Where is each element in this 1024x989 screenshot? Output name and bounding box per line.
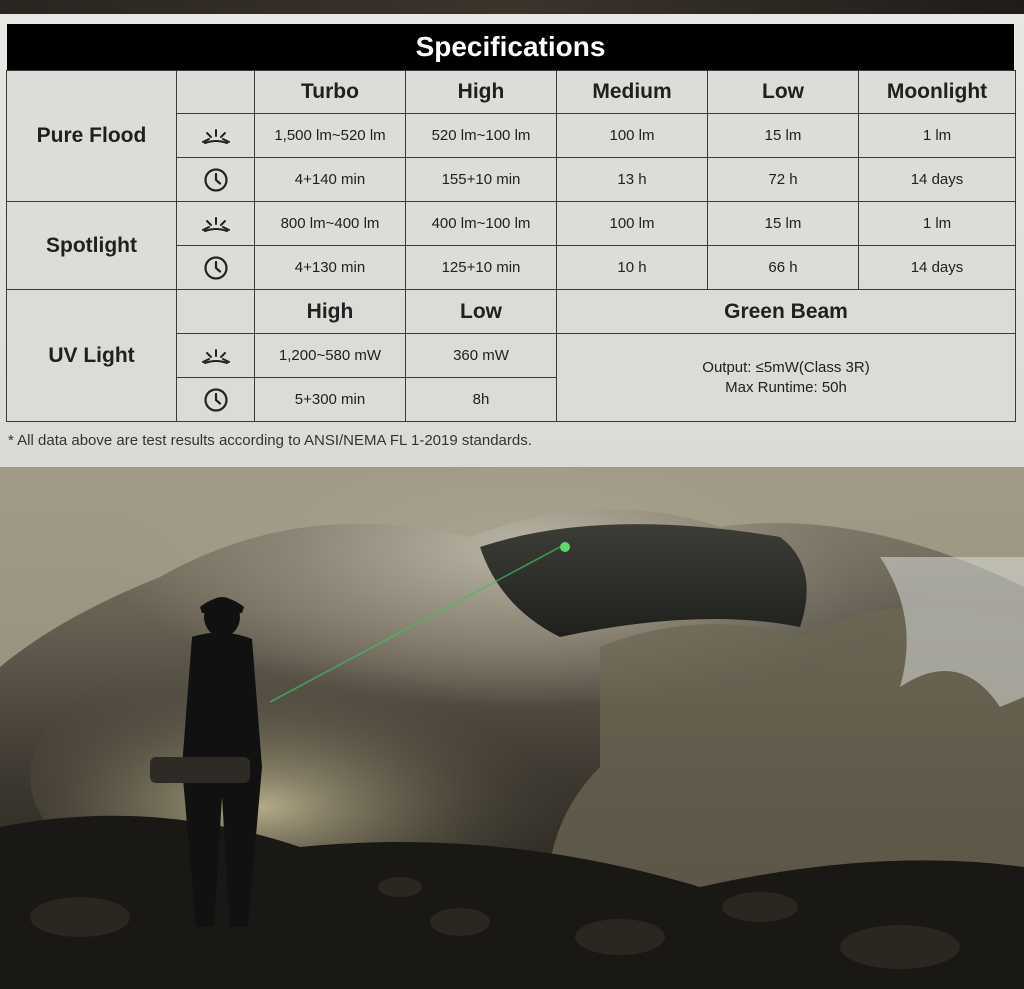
brightness-icon: [177, 202, 255, 246]
column-header-uv-low: Low: [406, 290, 557, 334]
column-header-medium: Medium: [557, 71, 708, 114]
table-cell: 1 lm: [859, 114, 1016, 158]
clock-icon: [177, 246, 255, 290]
table-cell: 400 lm~100 lm: [406, 202, 557, 246]
top-photo-strip: [0, 0, 1024, 14]
column-header-high: High: [406, 71, 557, 114]
specifications-table: [6, 70, 1016, 422]
table-cell: 100 lm: [557, 202, 708, 246]
table-cell: 72 h: [708, 158, 859, 202]
column-header-green-beam: Green Beam: [557, 290, 1016, 334]
table-cell: 800 lm~400 lm: [255, 202, 406, 246]
table-cell: 14 days: [859, 246, 1016, 290]
row-label-uv-light: UV Light: [7, 290, 177, 422]
cave-photo: [0, 467, 1024, 989]
brightness-icon: [177, 334, 255, 378]
row-label-pure-flood: Pure Flood: [7, 71, 177, 202]
header-empty-cell: [177, 71, 255, 114]
green-beam-output: Output: ≤5mW(Class 3R): [702, 358, 870, 376]
table-cell: 8h: [406, 378, 557, 422]
cave-scene-illustration: [0, 467, 1024, 989]
column-header-low: Low: [708, 71, 859, 114]
header-row: [7, 71, 1016, 114]
table-cell: 125+10 min: [406, 246, 557, 290]
table-cell: 155+10 min: [406, 158, 557, 202]
table-cell: 10 h: [557, 246, 708, 290]
table-cell: 66 h: [708, 246, 859, 290]
specifications-header: [7, 24, 1014, 70]
table-row: [7, 290, 1016, 334]
table-row: [7, 202, 1016, 246]
table-cell: 1,500 lm~520 lm: [255, 114, 406, 158]
column-header-turbo: Turbo: [255, 71, 406, 114]
header-empty-cell: [177, 290, 255, 334]
table-cell: 1,200~580 mW: [255, 334, 406, 378]
table-cell: 360 mW: [406, 334, 557, 378]
table-cell: 15 lm: [708, 114, 859, 158]
brightness-icon: [177, 114, 255, 158]
table-cell: 4+130 min: [255, 246, 406, 290]
footnote: * All data above are test results according to ANSI/NEMA FL 1-2019 standards.: [8, 432, 532, 449]
green-beam-runtime: Max Runtime: 50h: [725, 378, 847, 396]
table-cell: 1 lm: [859, 202, 1016, 246]
column-header-moonlight: Moonlight: [859, 71, 1016, 114]
table-cell: 4+140 min: [255, 158, 406, 202]
column-header-uv-high: High: [255, 290, 406, 334]
table-cell: 14 days: [859, 158, 1016, 202]
row-label-spotlight: Spotlight: [7, 202, 177, 290]
table-cell: 100 lm: [557, 114, 708, 158]
page-title: Specifications: [415, 31, 606, 62]
clock-icon: [177, 158, 255, 202]
table-cell: 13 h: [557, 158, 708, 202]
green-beam-details: [557, 334, 1016, 422]
table-cell: 15 lm: [708, 202, 859, 246]
table-cell: 5+300 min: [255, 378, 406, 422]
clock-icon: [177, 378, 255, 422]
table-cell: 520 lm~100 lm: [406, 114, 557, 158]
